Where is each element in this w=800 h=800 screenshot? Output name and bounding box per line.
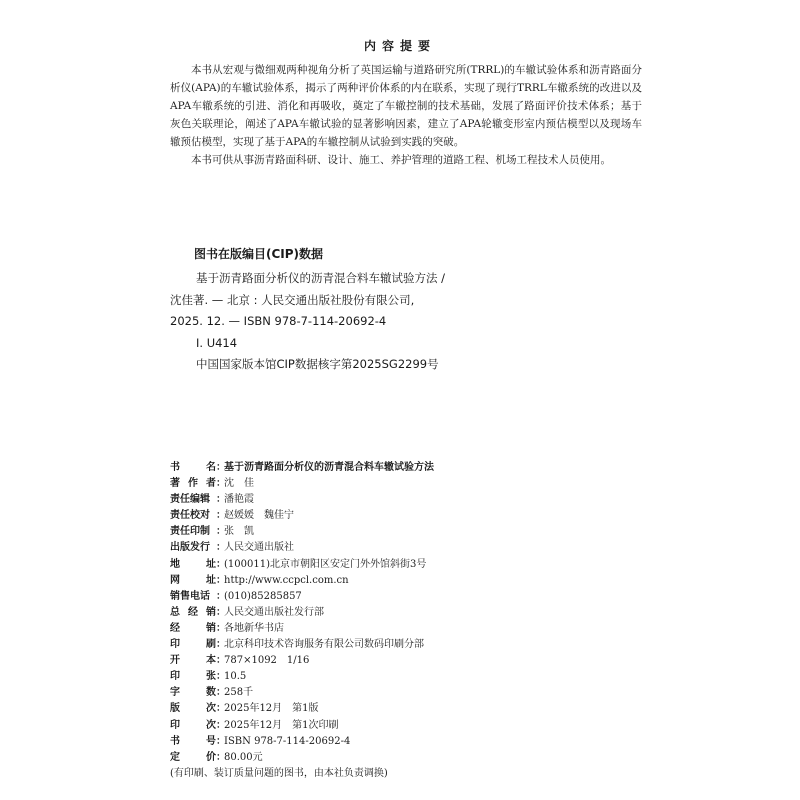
colophon-value: 10.5 xyxy=(224,671,247,683)
colophon-colon: ： xyxy=(216,687,226,699)
colophon-colon: ： xyxy=(216,478,226,490)
colophon-label: 总 经 销 xyxy=(170,606,216,618)
colophon xyxy=(170,460,640,782)
colophon-row xyxy=(170,653,640,669)
colophon-colon: ： xyxy=(216,703,226,715)
colophon-colon: ： xyxy=(216,622,226,634)
colophon-row xyxy=(170,637,640,653)
colophon-value: (010)85285857 xyxy=(224,590,302,602)
colophon-value: 北京科印技术咨询服务有限公司数码印刷分部 xyxy=(224,639,424,651)
colophon-row xyxy=(170,573,640,589)
colophon-value: 赵媛媛 魏佳宁 xyxy=(224,510,294,522)
colophon-colon: ： xyxy=(216,542,226,554)
colophon-row xyxy=(170,669,640,685)
colophon-row xyxy=(170,605,640,621)
colophon-row xyxy=(170,701,640,717)
cip-line: 基于沥青路面分析仪的沥青混合料车辙试验方法 / xyxy=(196,271,446,285)
colophon-note: (有印刷、装订质量问题的图书，由本社负责调换) xyxy=(170,767,388,779)
abstract-paragraph: 本书从宏观与微细观两种视角分析了英国运输与道路研究所(TRRL)的车辙试验体系和沥青路面分析仪(APA)的车辙试验体系，揭示了两种评价体系的内在联系，实现了现行TRRL车辙系统的改进以及APA车辙系统的引进、消化和再吸收，奠定了车辙控制的技术基础，发展了路面评价技术体系；基于灰色关联理论，阐述了APA车辙试验的显著影响因素，建立了APA轮辙变形室内预估模型以及现场车辙预估模型，实现了基于APA的车辙控制从试验到实践的突破。 xyxy=(170,64,642,148)
colophon-row xyxy=(170,460,640,476)
colophon-label: 经 销 xyxy=(170,622,216,634)
colophon-colon: ： xyxy=(216,735,226,747)
colophon-label: 印 次 xyxy=(170,719,216,731)
colophon-colon: ： xyxy=(216,751,226,763)
colophon-label: 地 址 xyxy=(170,558,216,570)
colophon-colon: ： xyxy=(216,462,226,473)
colophon-colon: ： xyxy=(216,639,226,651)
colophon-label: 书 名 xyxy=(170,462,216,473)
colophon-label: 出版发行 xyxy=(170,542,210,554)
colophon-label: 定 价 xyxy=(170,751,216,763)
colophon-colon: ： xyxy=(216,590,226,602)
colophon-value: 787×1092 1/16 xyxy=(224,655,310,667)
cip-body xyxy=(170,268,640,376)
colophon-value: (100011)北京市朝阳区安定门外外馆斜街3号 xyxy=(224,558,427,570)
colophon-value: 潘艳霞 xyxy=(224,494,254,506)
colophon-row xyxy=(170,540,640,556)
colophon-colon: ： xyxy=(216,510,226,522)
colophon-label: 书 号 xyxy=(170,735,216,747)
colophon-value: 人民交通出版社 xyxy=(224,542,294,554)
colophon-row xyxy=(170,718,640,734)
colophon-value: 张 凯 xyxy=(224,526,254,538)
colophon-colon: ： xyxy=(216,655,226,667)
colophon-value: ISBN 978-7-114-20692-4 xyxy=(224,735,351,747)
cip-heading: 图书在版编目(CIP)数据 xyxy=(194,247,324,261)
colophon-colon: ： xyxy=(216,526,226,538)
colophon-label: 责任印制 xyxy=(170,526,210,538)
cip-data-block xyxy=(170,245,640,376)
cip-line: 中国国家版本馆CIP数据核字第2025SG2299号 xyxy=(196,357,439,371)
colophon-value: http://www.ccpcl.com.cn xyxy=(224,574,349,586)
colophon-colon: ： xyxy=(216,574,226,586)
colophon-label: 字 数 xyxy=(170,687,216,699)
colophon-label: 销售电话 xyxy=(170,590,210,602)
colophon-value: 沈 佳 xyxy=(224,478,254,490)
colophon-value: 基于沥青路面分析仪的沥青混合料车辙试验方法 xyxy=(224,462,434,473)
colophon-label: 开 本 xyxy=(170,655,216,667)
colophon-label: 著 作 者 xyxy=(170,478,216,490)
colophon-row xyxy=(170,524,640,540)
colophon-value: 人民交通出版社发行部 xyxy=(224,606,324,618)
colophon-colon: ： xyxy=(216,671,226,683)
colophon-value: 2025年12月 第1版 xyxy=(224,703,319,715)
colophon-label: 印 张 xyxy=(170,671,216,683)
colophon-colon: ： xyxy=(216,494,226,506)
colophon-value: 各地新华书店 xyxy=(224,622,284,634)
colophon-row xyxy=(170,621,640,637)
colophon-colon: ： xyxy=(216,558,226,570)
colophon-row xyxy=(170,557,640,573)
colophon-row xyxy=(170,685,640,701)
colophon-label: 版 次 xyxy=(170,703,216,715)
colophon-value: 80.00元 xyxy=(224,751,263,763)
colophon-label: 印 刷 xyxy=(170,639,216,651)
cip-line: 沈佳著. — 北京 : 人民交通出版社股份有限公司, xyxy=(170,292,415,307)
colophon-row xyxy=(170,508,640,524)
colophon-label: 责任校对 xyxy=(170,510,210,522)
abstract-paragraph: 本书可供从事沥青路面科研、设计、施工、养护管理的道路工程、机场工程技术人员使用。 xyxy=(191,154,611,166)
colophon-value: 2025年12月 第1次印刷 xyxy=(224,719,339,731)
colophon-row xyxy=(170,476,640,492)
colophon-label: 责任编辑 xyxy=(170,494,210,506)
colophon-row xyxy=(170,734,640,750)
abstract-section xyxy=(170,61,642,169)
colophon-rows xyxy=(170,460,640,766)
abstract-title: 内容提要 xyxy=(363,39,436,53)
colophon-colon: ： xyxy=(216,606,226,618)
cip-line: 2025. 12. — ISBN 978-7-114-20692-4 xyxy=(170,314,387,328)
colophon-colon: ： xyxy=(216,719,226,731)
colophon-row xyxy=(170,750,640,766)
colophon-row xyxy=(170,589,640,605)
colophon-row xyxy=(170,492,640,508)
colophon-value: 258千 xyxy=(224,687,254,699)
cip-line: Ⅰ. U414 xyxy=(196,335,238,350)
colophon-label: 网 址 xyxy=(170,574,216,586)
